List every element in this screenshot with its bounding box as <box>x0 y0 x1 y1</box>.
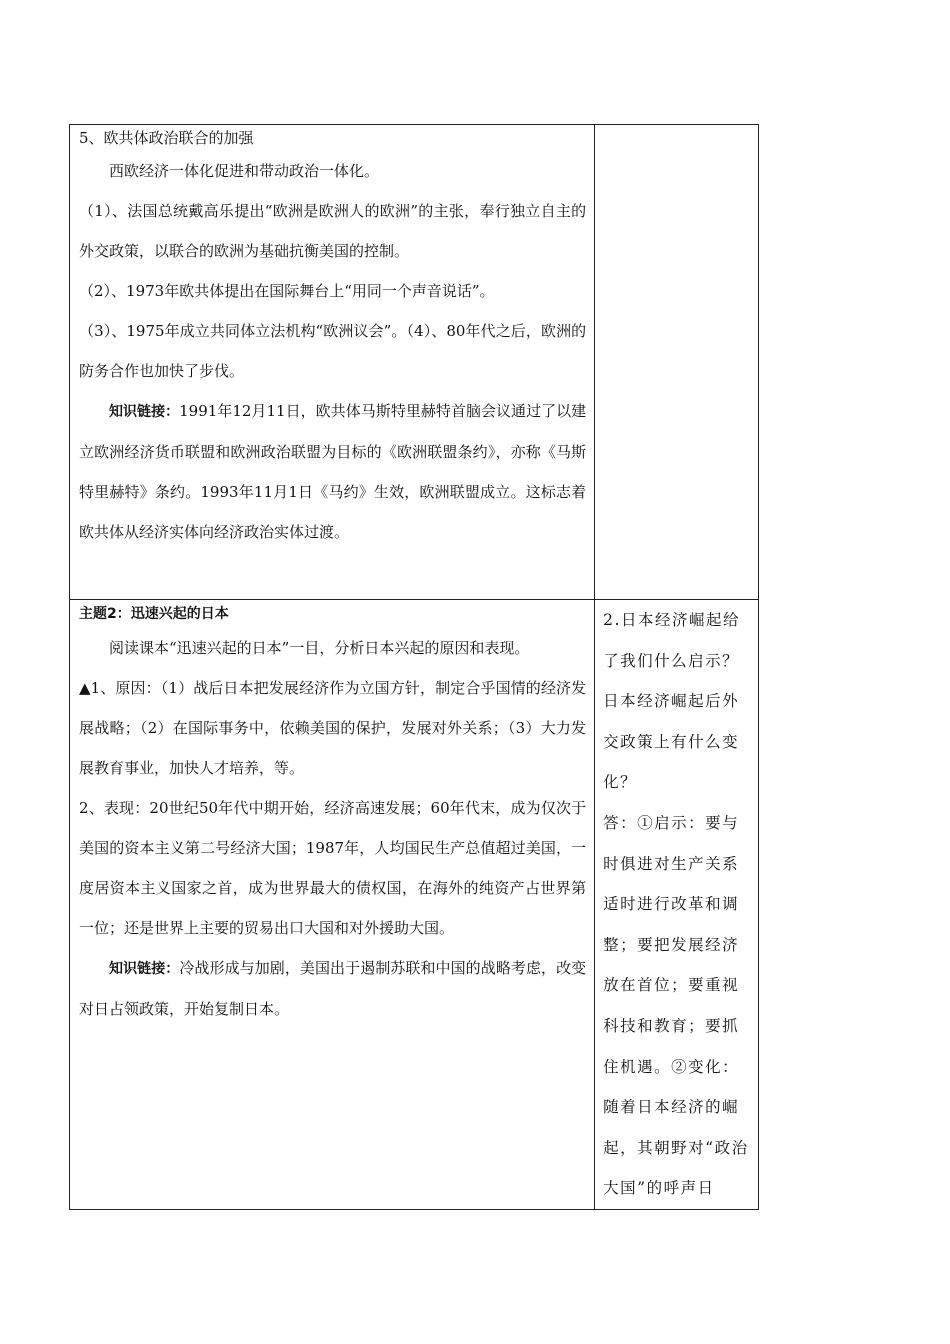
theme2-cell <box>70 600 595 1210</box>
table-row <box>70 125 759 600</box>
side-answer: 答：①启示：要与时俱进对生产关系适时进行改革和调整；要把发展经济放在首位；要重视科技和教育；要抓住机遇。②变化：随着日本经济的崛起，其朝野对“政治大国”的呼声日 <box>603 813 749 1198</box>
theme2-intro: 阅读课本“迅速兴起的日本”一目，分析日本兴起的原因和表现。 <box>109 639 530 657</box>
section5-heading: 5、欧共体政治联合的加强 <box>79 129 254 147</box>
theme2-reasons: ▲1、原因：（1）战后日本把发展经济作为立国方针，制定合乎国情的经济发展战略；（2）在国际事务中，依赖美国的保护，发展对外关系；（3）大力发展教育事业，加快人才培养，等。 <box>79 679 587 777</box>
section5-cell <box>70 125 595 600</box>
knowledge-link-text: 冷战形成与加剧，美国出于遏制苏联和中国的战略考虑，改变对日占领政策，开始复制日本。 <box>79 959 587 1018</box>
theme2-heading: 主题2：迅速兴起的日本 <box>79 606 229 622</box>
section5-intro: 西欧经济一体化促进和带动政治一体化。 <box>109 162 380 180</box>
knowledge-link-label: 知识链接： <box>109 961 180 977</box>
knowledge-link-label: 知识链接： <box>109 404 180 420</box>
table-row <box>70 600 759 1210</box>
knowledge-link-text: 1991年12月11日，欧共体马斯特里赫特首脑会议通过了以建立欧洲经济货币联盟和欧洲政治联盟为目标的《欧洲联盟条约》，亦称《马斯特里赫特》条约。1993年11月1日《马约》生效，欧洲联盟成立。这标志着欧共体从经济实体向经济政治实体过渡。 <box>79 402 587 541</box>
lesson-table <box>69 124 759 1210</box>
section5-point-3: （3）、1975年成立共同体立法机构“欧洲议会”。（4）、80年代之后，欧洲的防务合作也加快了步伐。 <box>79 322 587 380</box>
side-question: 2.日本经济崛起给了我们什么启示？日本经济崛起后外交政策上有什么变化？ <box>603 611 740 792</box>
side-question-cell <box>595 600 759 1210</box>
side-cell-empty <box>595 125 759 600</box>
theme2-performance: 2、表现：20世纪50年代中期开始，经济高速发展；60年代末，成为仅次于美国的资本主义第二号经济大国；1987年，人均国民生产总值超过美国，一度居资本主义国家之首，成为世界最大的债权国，在海外的纯资产占世界第一位；还是世界上主要的贸易出口大国和对外援助大国。 <box>79 799 587 937</box>
section5-point-2: （2）、1973年欧共体提出在国际舞台上“用同一个声音说话”。 <box>79 282 495 300</box>
section5-point-1: （1）、法国总统戴高乐提出“欧洲是欧洲人的欧洲”的主张，奉行独立自主的外交政策，以联合的欧洲为基础抗衡美国的控制。 <box>79 202 587 260</box>
section5-knowledge-link <box>79 391 586 552</box>
theme2-knowledge-link <box>79 948 586 1029</box>
